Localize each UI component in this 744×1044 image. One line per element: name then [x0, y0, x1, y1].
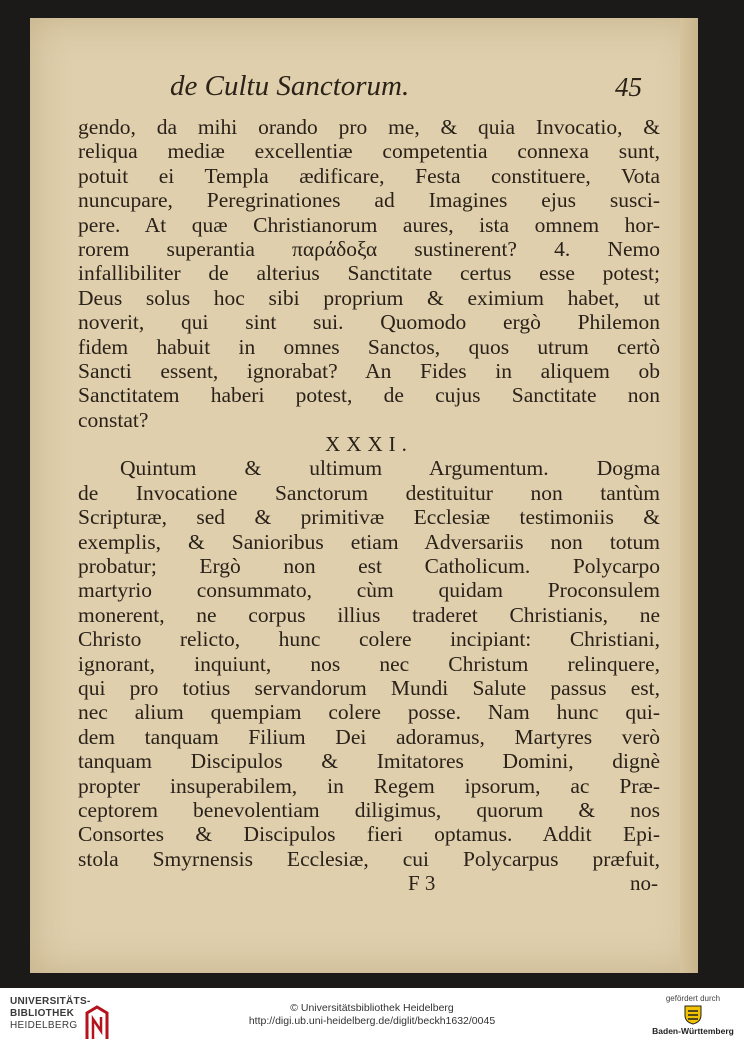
text-line: constat?: [78, 407, 149, 432]
permalink-url[interactable]: http://digi.ub.uni-heidelberg.de/diglit/beckh1632/0045: [248, 1015, 496, 1027]
text-line: reliqua mediæ excellentiæ competentia connexa sunt,: [78, 139, 660, 164]
text-line: potuit ei Templa ædificare, Festa constituere, Vota: [78, 163, 660, 188]
text-line: nec alium quempiam colere posse. Nam hunc qui-: [78, 700, 660, 725]
library-name-line1: UNIVERSITÄTS-: [10, 996, 91, 1007]
text-line: propter insuperabilem, in Regem ipsorum, ac Præ-: [78, 773, 660, 798]
copyright-text: © Universitätsbibliothek Heidelberg: [290, 1002, 454, 1014]
page-header: [170, 70, 650, 110]
text-line: gendo, da mihi orando pro me, & quia Invocatio, &: [78, 115, 660, 139]
coat-of-arms-icon: [684, 1005, 702, 1025]
text-line: Consortes & Discipulos fieri optamus. Addit Epi-: [78, 822, 660, 847]
page-number: 45: [615, 72, 642, 102]
text-line: Sanctitatem haberi potest, de cujus Sanctitate non: [78, 383, 660, 408]
text-line: Sancti essent, ignorabat? An Fides in aliquem ob: [78, 358, 660, 383]
text-line: rorem superantia παράδοξα sustinerent? 4. Nemo: [78, 236, 660, 261]
text-line: qui pro totius servandorum Mundi Salute passus est,: [78, 675, 660, 700]
text-line: fidem habuit in omnes Sanctos, quos utrum certò: [78, 334, 660, 359]
text-line: exemplis, & Sanioribus etiam Adversariis non totum: [78, 529, 660, 554]
library-name-line2: BIBLIOTHEK: [10, 1008, 75, 1019]
library-name-line3: HEIDELBERG: [10, 1020, 78, 1031]
text-line: nuncupare, Peregrinationes ad Imagines ejus susci-: [78, 188, 660, 213]
body-text: [78, 115, 660, 896]
text-line: noverit, qui sint sui. Quomodo ergò Philemon: [78, 310, 660, 335]
book-page: [30, 18, 698, 973]
signature-mark: F 3: [408, 871, 436, 896]
text-line: ignorant, inquiunt, nos nec Christum relinquere,: [78, 651, 660, 676]
text-line: pere. At quæ Christianorum aures, ista omnem hor-: [78, 212, 660, 237]
section-heading: XXXI.: [325, 432, 413, 457]
text-line: Scripturæ, sed & primitivæ Ecclesiæ testimoniis &: [78, 505, 660, 530]
text-line: Quintum & ultimum Argumentum. Dogma: [120, 456, 660, 481]
catchword: no-: [630, 871, 658, 896]
viewer-footer: [0, 988, 744, 1044]
text-line: dem tanquam Filium Dei adoramus, Martyres verò: [78, 724, 660, 749]
sponsor-label: gefördert durch: [665, 994, 721, 1003]
text-line: Deus solus hoc sibi proprium & eximium habet, ut: [78, 285, 660, 310]
text-line: ceptorem benevolentiam diligimus, quorum & nos: [78, 797, 660, 822]
running-title: de Cultu Sanctorum.: [170, 70, 410, 102]
text-line: stola Smyrnensis Ecclesiæ, cui Polycarpus præfuit,: [78, 846, 660, 871]
copyright-block: [0, 1002, 744, 1028]
page-edge: [680, 18, 698, 973]
text-line: de Invocatione Sanctorum destituitur non tantùm: [78, 480, 660, 505]
signature-line: [78, 871, 660, 895]
text-line: Christo relicto, hunc colere incipiant: Christiani,: [78, 627, 660, 652]
text-line: infallibiliter de alterius Sanctitate certus esse potest;: [78, 261, 660, 286]
text-line: tanquam Discipulos & Imitatores Domini, dignè: [78, 749, 660, 774]
text-line: monerent, ne corpus illius traderet Christianis, ne: [78, 602, 660, 627]
sponsor-name: Baden-Württemberg: [652, 1026, 734, 1036]
text-line: probatur; Ergò non est Catholicum. Polycarpo: [78, 554, 660, 579]
text-line: martyrio consummato, cùm quidam Proconsulem: [78, 578, 660, 603]
sponsor-block: [648, 994, 738, 1040]
